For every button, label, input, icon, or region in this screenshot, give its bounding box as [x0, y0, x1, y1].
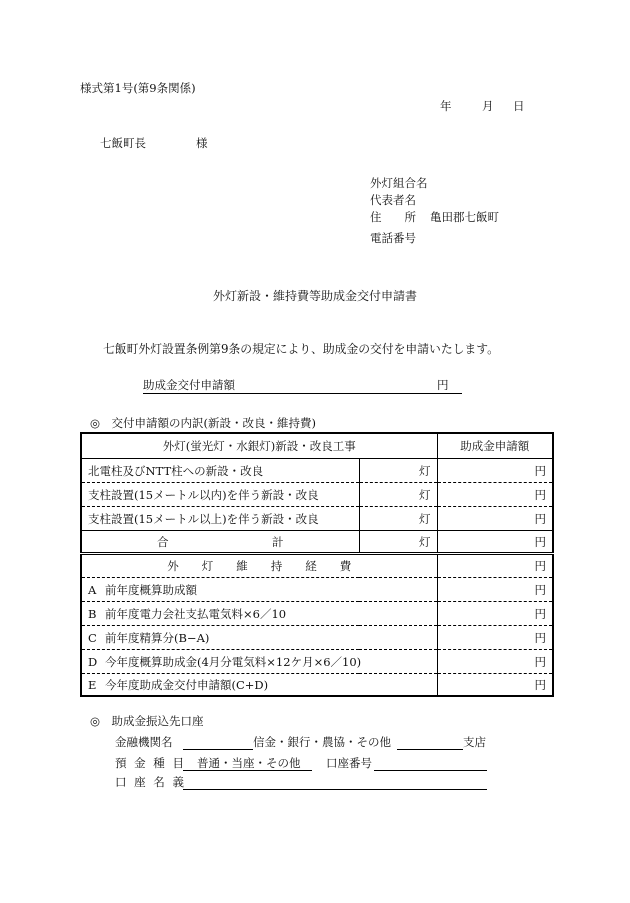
date-month-label: 月	[482, 99, 494, 113]
document-title: 外灯新設・維持費等助成金交付申請書	[212, 289, 417, 303]
maintenance-row-amount-unit: 円	[437, 626, 553, 650]
account-name-label: 口 座 名 義	[115, 775, 184, 789]
work-row-amount-unit: 円	[437, 483, 553, 507]
branch-suffix: 支店	[463, 735, 486, 749]
applicant-representative-label: 代表者名	[370, 193, 416, 207]
institution-label: 金融機関名	[115, 735, 173, 749]
maintenance-row-text: 前年度電力会社支払電気料×6／10	[105, 606, 287, 621]
applicant-phone-label: 電話番号	[370, 231, 416, 245]
maintenance-header-unit: 円	[437, 554, 553, 578]
date-year-label: 年	[440, 99, 452, 113]
breakdown-heading: ◎ 交付申請額の内訳(新設・改良・維持費)	[90, 416, 317, 430]
maintenance-row-key: B	[88, 606, 97, 621]
bank-heading: ◎ 助成金振込先口座	[90, 714, 204, 728]
maintenance-row-label	[81, 578, 437, 602]
requested-amount-label: 助成金交付申請額	[143, 378, 235, 392]
work-row-count-unit: 灯	[359, 459, 437, 483]
work-row-count-unit: 灯	[359, 483, 437, 507]
applicant-group-label: 外灯組合名	[370, 176, 428, 190]
maintenance-row-key: E	[88, 677, 97, 692]
maintenance-header-row	[81, 554, 553, 578]
work-row-count-unit: 灯	[359, 507, 437, 531]
maintenance-row-label	[81, 674, 437, 697]
application-statement: 七飯町外灯設置条例第9条の規定により、助成金の交付を申請いたします。	[103, 342, 499, 356]
work-row-label: 北電柱及びNTT柱への新設・改良	[81, 459, 359, 483]
breakdown-table	[80, 432, 554, 697]
maintenance-header: 外 灯 維 持 経 費	[81, 554, 437, 578]
institution-name-blank	[183, 735, 253, 750]
work-row-amount-unit: 円	[437, 459, 553, 483]
addressee-honorific: 様	[196, 136, 208, 150]
institution-types: 信金・銀行・農協・その他	[253, 735, 391, 749]
total-amount-unit: 円	[437, 531, 553, 554]
maintenance-row-amount-unit: 円	[437, 578, 553, 602]
work-row-label: 支柱設置(15メートル以内)を伴う新設・改良	[81, 483, 359, 507]
total-count-unit: 灯	[359, 531, 437, 554]
applicant-address-label: 住 所	[370, 210, 416, 224]
deposit-type-label: 預 金 種 目	[115, 756, 184, 770]
work-row-amount-unit: 円	[437, 507, 553, 531]
amount-header: 助成金申請額	[437, 433, 553, 459]
table-row	[81, 602, 553, 626]
table-row	[81, 483, 553, 507]
form-number: 様式第1号(第9条関係)	[80, 81, 196, 95]
deposit-type-options: 普通・当座・その他	[197, 756, 301, 770]
maintenance-row-label	[81, 650, 437, 674]
maintenance-row-amount-unit: 円	[437, 650, 553, 674]
total-row	[81, 531, 553, 554]
maintenance-row-amount-unit: 円	[437, 602, 553, 626]
account-name-blank	[183, 775, 487, 790]
maintenance-row-text: 前年度概算助成額	[105, 582, 197, 597]
addressee: 七飯町長	[100, 136, 146, 150]
maintenance-row-text: 今年度助成金交付申請額(C+D)	[105, 677, 269, 692]
maintenance-row-key: C	[88, 630, 97, 645]
table-row	[81, 650, 553, 674]
table-row	[81, 459, 553, 483]
table-row	[81, 507, 553, 531]
maintenance-row-key: D	[88, 654, 98, 669]
requested-amount-line	[143, 378, 462, 394]
account-number-blank	[374, 756, 487, 771]
maintenance-row-text: 今年度概算助成金(4月分電気料×12ケ月×6／10)	[105, 654, 362, 669]
requested-amount-unit: 円	[437, 378, 449, 392]
work-row-label: 支柱設置(15メートル以上)を伴う新設・改良	[81, 507, 359, 531]
maintenance-row-text: 前年度精算分(B−A)	[105, 630, 210, 645]
account-number-label: 口座番号	[326, 756, 372, 770]
applicant-address-value: 亀田郡七飯町	[430, 210, 499, 224]
maintenance-row-amount-unit: 円	[437, 674, 553, 697]
maintenance-row-key: A	[88, 582, 97, 597]
maintenance-row-label	[81, 626, 437, 650]
table-row	[81, 578, 553, 602]
table-row	[81, 626, 553, 650]
date-day-label: 日	[513, 99, 525, 113]
branch-name-blank	[397, 735, 463, 750]
deposit-type-field	[183, 756, 312, 771]
maintenance-row-label	[81, 602, 437, 626]
table-header-row	[81, 433, 553, 459]
table-row	[81, 674, 553, 697]
total-label: 合 計	[81, 531, 359, 554]
work-header: 外灯(蛍光灯・水銀灯)新設・改良工事	[81, 433, 437, 459]
